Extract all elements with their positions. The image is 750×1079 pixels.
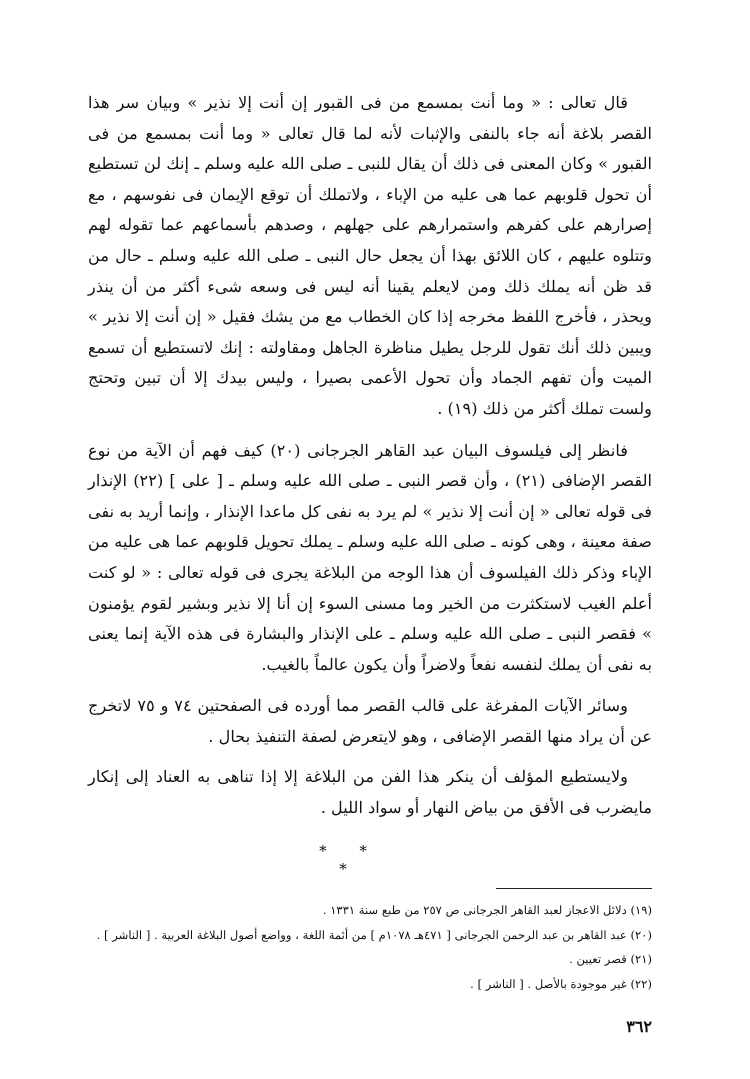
paragraph-2: فانظر إلى فيلسوف البيان عبد القاهر الجرجانى (٢٠) كيف فهم أن الآية من نوع القصر الإضافى (٢١) ، وأن قصر النبى ـ صلى الله عليه وسلم ـ [ على ] (٢٢) الإنذار فى قوله تعالى « إن أنت إلا نذير » لم يرد به نفى كل ماعدا الإنذار ، وإنما أريد به نفى صفة معينة ، وهى كونه ـ صلى الله عليه وسلم ـ يملك تحويل قلوبهم عما هى عليه من الإباء وذكر ذلك الفيلسوف أن هذا الوجه من البلاغة يجرى فى قوله تعالى : « لو كنت أعلم الغيب لاستكثرت من الخير وما مسنى السوء إن أنا إلا نذير وبشير لقوم يؤمنون » فقصر النبى ـ صلى الله عليه وسلم ـ على الإنذار والبشارة فى هذه الآية إنما يعنى به نفى أن يملك لنفسه نفعاً ولاضراً وأن يكون عالماً بالغيب. [88,440,652,674]
paragraph-1: قال تعالى : « وما أنت بمسمع من فى القبور إن أنت إلا نذير » وبيان سر هذا القصر بلاغة أنه جاء بالنفى والإثبات لأنه لما قال تعالى « وما أنت بمسمع من فى القبور » وكان المعنى فى ذلك أن يقال للنبى ـ صلى الله عليه وسلم ـ إنك لن تستطيع أن تحول قلوبهم عما هى عليه من الإباء ، ولاتملك أن توقع الإيمان فى نفوسهم ، مع إصرارهم على كفرهم واستمرارهم على جهلهم ، وصدهم بأسماعهم عما تقوله لهم وتتلوه عليهم ، كان اللائق بهذا أن يجعل حال النبى ـ صلى الله عليه وسلم ـ حال من قد ظن أنه يملك ذلك ومن لايعلم يقينا أنه ليس فى وسعه شىء أكثر من أن ينذر ويحذر ، فأخرج اللفظ مخرجه إذا كان الخطاب مع من يشك فقيل « إن أنت إلا نذير » ويبين ذلك أنك تقول للرجل يطيل مناظرة الجاهل ومقاولته : إنك لاتستطيع أن تسمع الميت وأن تفهم الجماد وأن تحول الأعمى بصيرا ، وليس بيدك إلا أن تبين وتحتج ولست تملك أكثر من ذلك (١٩) . [88,93,652,418]
footnote-divider [496,888,652,889]
footnotes [70,898,652,996]
main-text [88,88,652,824]
paragraph-3: وسائر الآيات المفرغة على قالب القصر مما أورده فى الصفحتين ٧٤ و ٧٥ لاتخرج عن أن يراد منها القصر الإضافى ، وهو لايتعرض لصفة التنفيذ بحال . [88,696,652,746]
footnote-19: (١٩) دلائل الاعجاز لعبد القاهر الجرجانى ص ٢٥٧ من طبع سنة ١٣٣١ . [322,903,652,917]
footnote-22: (٢٢) غير موجودة بالأصل . [ الناشر ] . [470,976,652,991]
footnote-21: (٢١) قصر تعيين . [569,952,652,967]
footnote-20: (٢٠) عبد القاهر بن عبد الرحمن الجرجانى [ ٤٧١هـ ١٠٧٨م ] من أئمة اللغة ، وواضع أصول البلاغة العربية . [ الناشر ] . [96,927,652,942]
section-separator: * * * [319,842,381,878]
page-number: ٣٦٢ [626,1017,652,1036]
paragraph-4: ولايستطيع المؤلف أن ينكر هذا الفن من البلاغة إلا إذا تناهى به العناد إلى إنكار مايضرب فى الأفق من بياض النهار أو سواد الليل . [88,767,652,818]
